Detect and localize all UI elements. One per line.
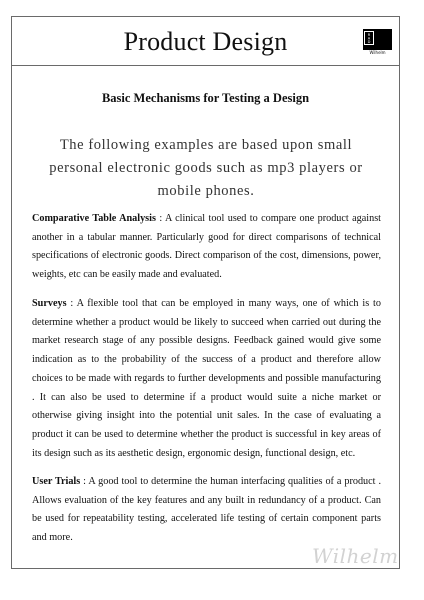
section-term: Surveys: [32, 298, 67, 309]
svg-text:R: R: [367, 33, 371, 37]
logo-mark: [363, 29, 392, 50]
logo-caption: Wilhelm: [369, 50, 386, 55]
section-text: : A clinical tool used to compare one product against another in a tabular manner. Particularly good for direct comparisons of technical specifications of electronic goods. Direct comparison of the cost, dimensions, power, weights, etc can be easily made and evaluated.: [32, 213, 381, 281]
section-user-trials: [32, 473, 381, 548]
svg-text:D: D: [367, 40, 371, 44]
logo-glyph: [364, 31, 374, 45]
intro-paragraph: The following examples are based upon small personal electronic goods such as mp3 players or mobile phones.: [49, 137, 363, 199]
section-term: User Trials: [32, 476, 81, 487]
section-text: : A flexible tool that can be employed in many ways, one of which is to determine whether a product would be likely to succeed when carried out during the market research stage of any possible designs. Feedback gained would give some indication as to the probability of the success of a product and therefore allow choices to be made with regards to further developments and possible manufacturing . It can also be used to determine if a product would suite a niche market or otherwise giving insight into the potential unit sales. In the case of evaluating a product it can be used to determine whether the product is successful in key areas of its design such as its aesthetic design, ergonomic design, functional design, etc.: [32, 298, 381, 459]
section-term: Comparative Table Analysis: [32, 213, 156, 224]
logo: [363, 29, 392, 56]
svg-text:A: A: [367, 36, 371, 41]
section-heading: Basic Mechanisms for Testing a Design: [101, 91, 310, 105]
logo-letters-icon: [365, 32, 373, 44]
signature-watermark: Wilhelm: [312, 544, 399, 568]
section-surveys: [32, 295, 381, 463]
page-title: Product Design: [123, 27, 288, 56]
section-comparative-table-analysis: [32, 210, 381, 285]
header: [12, 17, 399, 66]
section-text: : A good tool to determine the human interfacing qualities of a product . Allows evaluation of the key features and any built in redundancy of a product. Can be used for repeatability testing, accelerated life testing of certain component parts and more.: [32, 476, 381, 544]
page-frame: [11, 16, 400, 569]
